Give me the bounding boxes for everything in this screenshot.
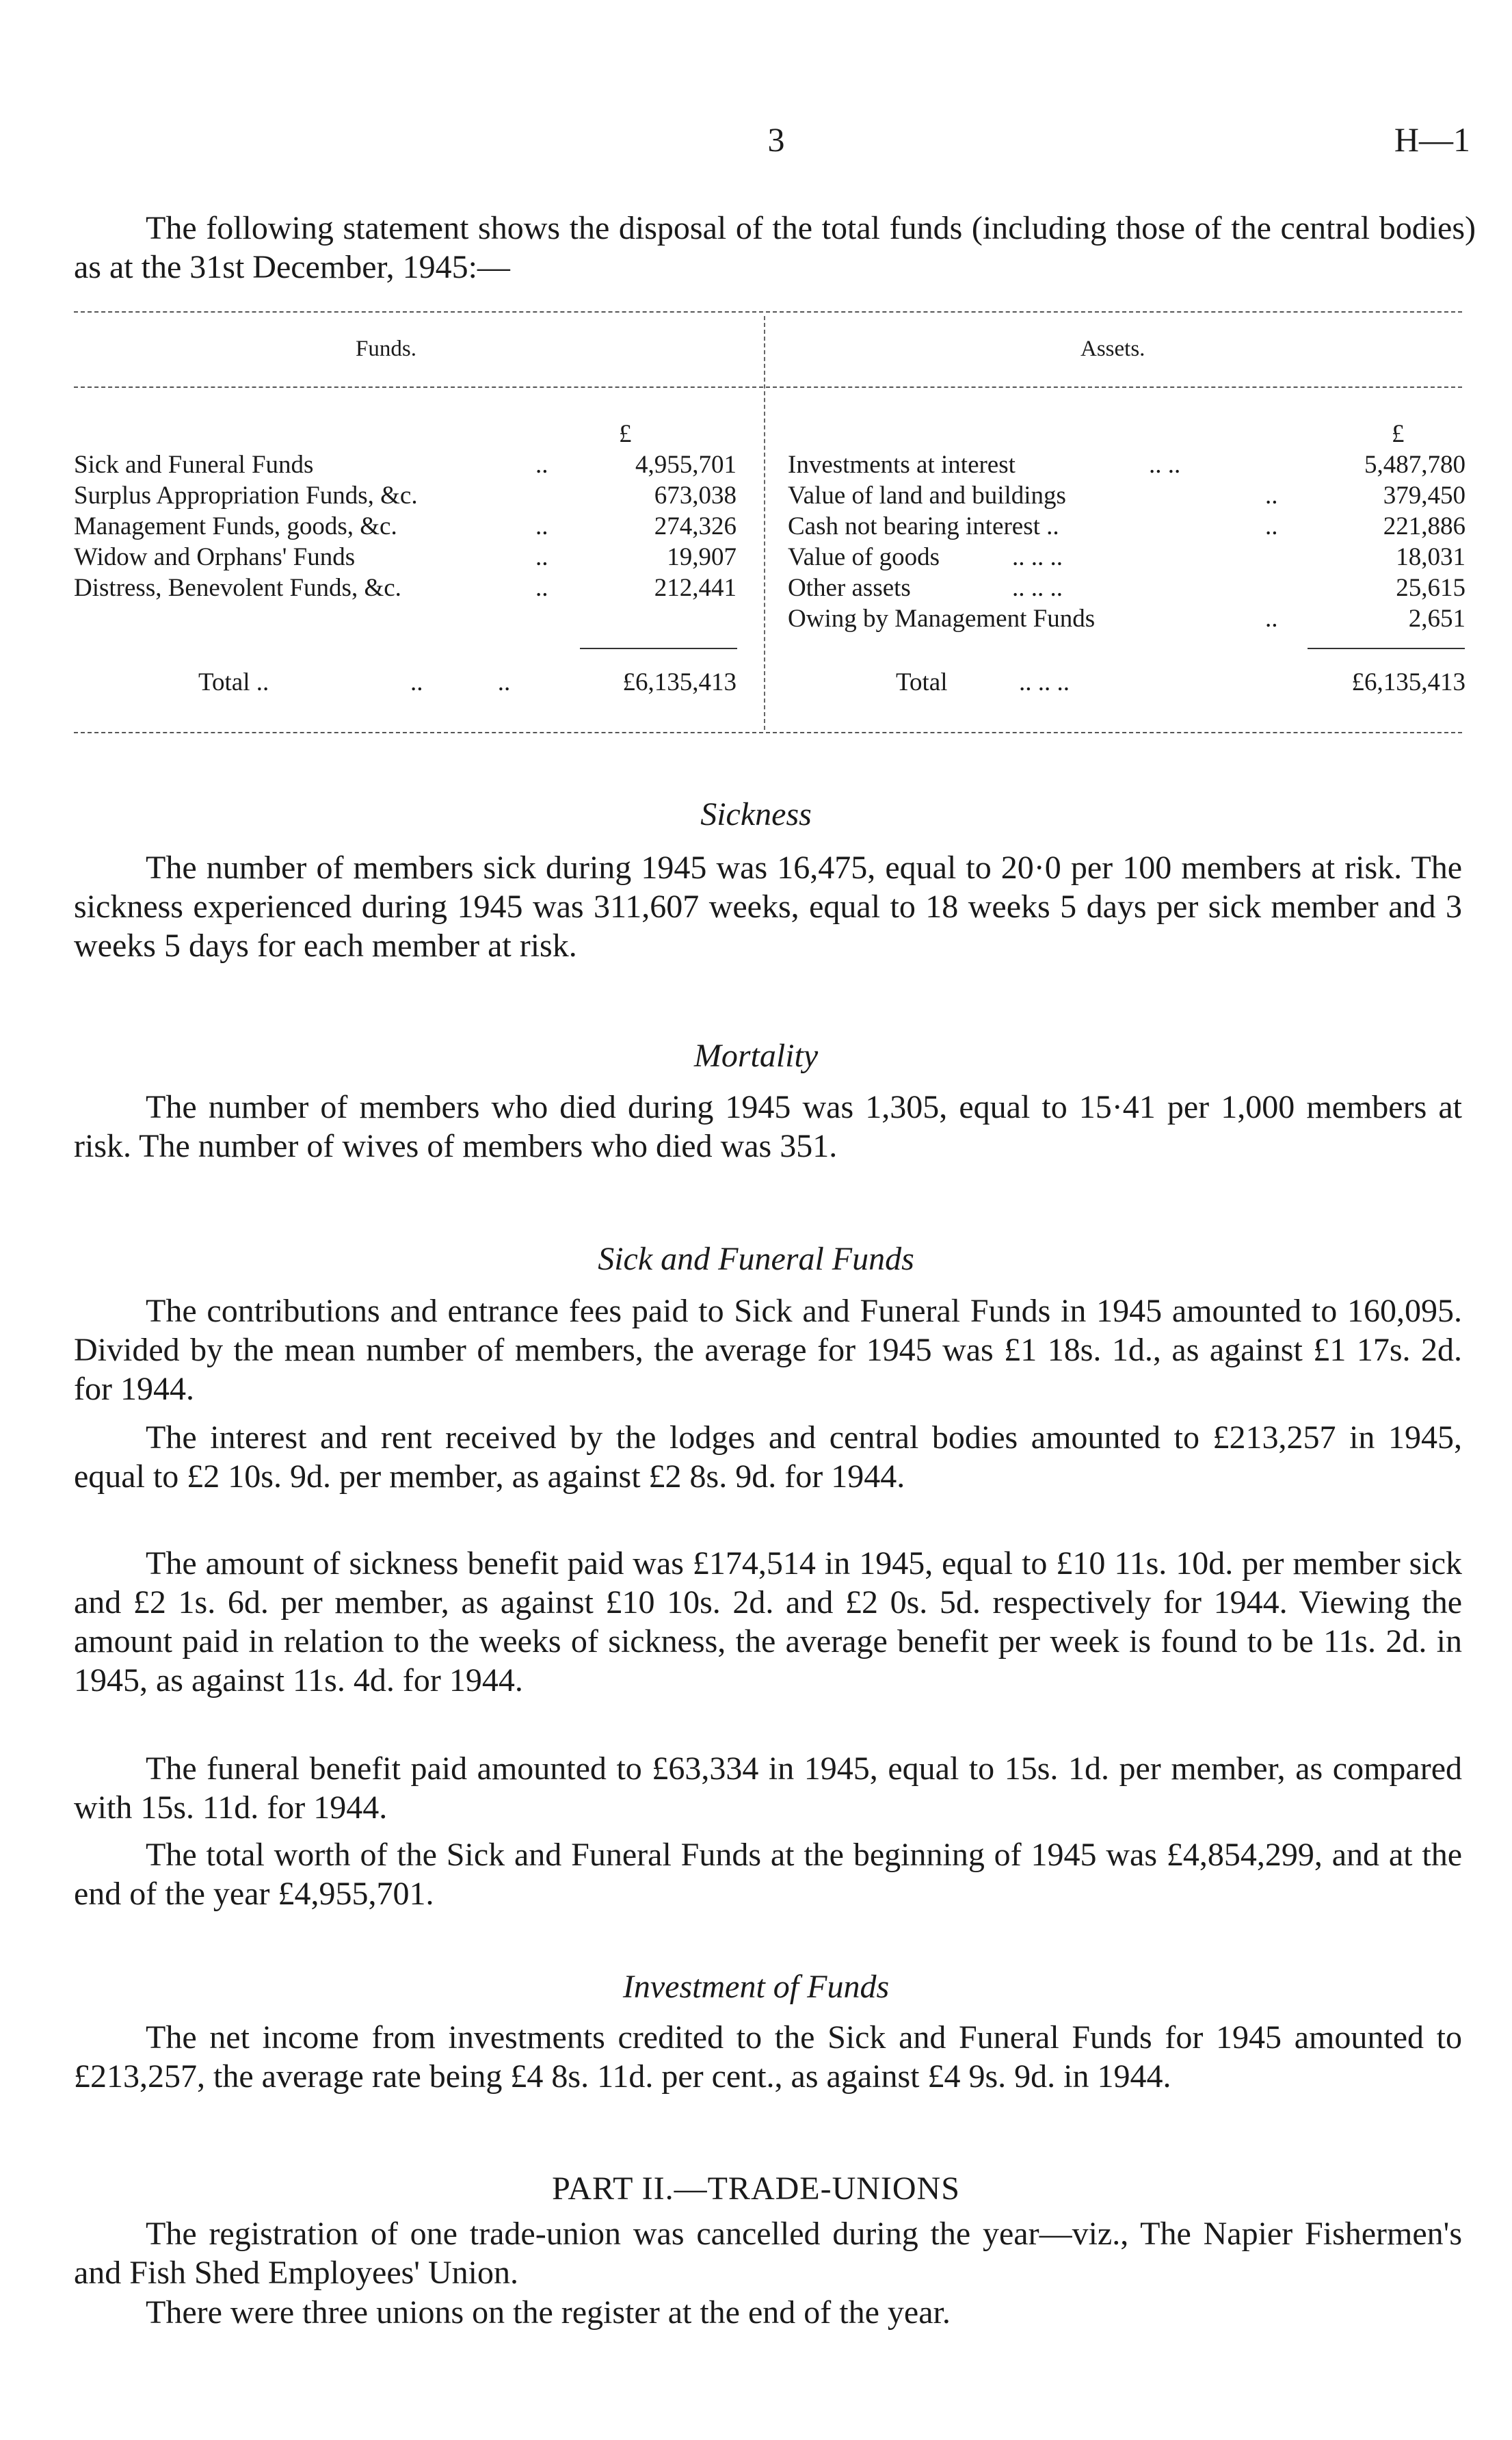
trade-unions-paragraph: The registration of one trade-union was cancelled during the year—viz., The Napier Fishermen's and Fish Shed Employees' Union.: [74, 2216, 1462, 2291]
funds-row-value: 4,955,701: [635, 451, 737, 479]
funds-row-value: 212,441: [654, 574, 737, 602]
table-header-rule: [74, 386, 1462, 388]
funds-row-label: Sick and Funeral Funds: [74, 451, 314, 479]
assets-currency-symbol: £: [1392, 420, 1405, 448]
sick-funeral-paragraph: The interest and rent received by the lodges and central bodies amounted to £213,257 in 1945, equal to £2 10s. 9d. per member, as against £2 8s. 9d. for 1944.: [74, 1419, 1462, 1495]
assets-row-value: 18,031: [1396, 543, 1465, 571]
funds-row-leader: ..: [535, 574, 548, 602]
assets-row-label: Value of goods: [788, 543, 940, 571]
mortality-heading: Mortality: [693, 1038, 819, 1074]
trade-unions-paragraph: There were three unions on the register at the end of the year.: [146, 2294, 951, 2331]
assets-row-label: Value of land and buildings: [788, 482, 1066, 510]
funds-row-value: 19,907: [667, 543, 737, 571]
assets-total-value: £6,135,413: [1351, 668, 1465, 696]
assets-total-leader: .. .. ..: [1019, 668, 1070, 696]
assets-row-leader: ..: [1265, 482, 1278, 510]
assets-row-value: 2,651: [1408, 605, 1465, 633]
assets-column-header: Assets.: [1080, 337, 1145, 361]
assets-row-label: Owing by Management Funds: [788, 605, 1096, 633]
funds-total-rule: [580, 648, 737, 649]
funds-row-label: Management Funds, goods, &c.: [74, 512, 397, 540]
funds-total-label: Total ..: [198, 668, 269, 696]
sick-funeral-paragraph: The contributions and entrance fees paid to Sick and Funeral Funds in 1945 amounted to 160,095. Divided by the mean number of members, the average for 1945 was £1 18s. 1d., as against £1 17s. 2d. for 1944.: [74, 1293, 1462, 1407]
funds-row-leader: ..: [535, 543, 548, 571]
assets-row-leader: ..: [1265, 512, 1278, 540]
funds-row-leader: ..: [535, 512, 548, 540]
sickness-paragraph: The number of members sick during 1945 was 16,475, equal to 20·0 per 100 members at risk. The sickness experienced during 1945 was 311,607 weeks, equal to 18 weeks 5 days per sick member and 3 weeks 5 days for each member at risk.: [74, 850, 1462, 964]
sickness-heading: Sickness: [700, 796, 812, 832]
investment-heading: Investment of Funds: [622, 1969, 890, 2005]
funds-row-value: 673,038: [654, 482, 737, 510]
assets-row-label: Investments at interest: [788, 451, 1016, 479]
assets-row-leader: .. .. ..: [1012, 574, 1063, 602]
document-code: H—1: [1394, 120, 1470, 159]
sick-funeral-paragraph: The funeral benefit paid amounted to £63,334 in 1945, equal to 15s. 1d. per member, as compared with 15s. 11d. for 1944.: [74, 1750, 1462, 1826]
table-top-rule: [74, 311, 1462, 313]
assets-row-value: 5,487,780: [1364, 451, 1465, 479]
sick-funeral-heading: Sick and Funeral Funds: [598, 1241, 914, 1277]
assets-row-value: 221,886: [1383, 512, 1465, 540]
table-column-divider: [764, 316, 765, 730]
mortality-paragraph: The number of members who died during 1945 was 1,305, equal to 15·41 per 1,000 members at risk. The number of wives of members who died was 351.: [74, 1089, 1462, 1164]
assets-row-leader: .. ..: [1149, 451, 1181, 479]
funds-row-leader: ..: [535, 451, 548, 479]
funds-row-value: 274,326: [654, 512, 737, 540]
assets-row-leader: ..: [1265, 605, 1278, 633]
funds-row-label: Surplus Appropriation Funds, &c.: [74, 482, 418, 510]
funds-currency-symbol: £: [619, 420, 632, 448]
funds-row-label: Distress, Benevolent Funds, &c.: [74, 574, 401, 602]
assets-total-label: Total: [896, 668, 948, 696]
investment-paragraph: The net income from investments credited to the Sick and Funeral Funds for 1945 amounted to £213,257, the average rate being £4 8s. 11d. per cent., as against £4 9s. 9d. in 1944.: [74, 2019, 1462, 2095]
sick-funeral-paragraph: The total worth of the Sick and Funeral Funds at the beginning of 1945 was £4,854,299, and at the end of the year £4,955,701.: [74, 1837, 1462, 1912]
assets-row-label: Cash not bearing interest ..: [788, 512, 1059, 540]
table-bottom-rule: [74, 732, 1462, 733]
funds-total-value: £6,135,413: [622, 668, 737, 696]
intro-paragraph: The following statement shows the disposal of the total funds (including those of the central bodies) as at the 31st December, 1945:—: [74, 210, 1476, 285]
funds-column-header: Funds.: [356, 337, 416, 361]
assets-row-value: 379,450: [1383, 482, 1465, 510]
assets-row-value: 25,615: [1396, 574, 1465, 602]
page-number: 3: [767, 120, 785, 159]
assets-row-label: Other assets: [788, 574, 911, 602]
funds-row-label: Widow and Orphans' Funds: [74, 543, 356, 571]
assets-total-rule: [1308, 648, 1465, 649]
part-two-heading: PART II.—TRADE-UNIONS: [552, 2170, 960, 2207]
funds-total-leader: .. ..: [410, 668, 511, 696]
assets-row-leader: .. .. ..: [1012, 543, 1063, 571]
sick-funeral-paragraph: The amount of sickness benefit paid was £174,514 in 1945, equal to £10 11s. 10d. per member sick and £2 1s. 6d. per member, as against £10 10s. 2d. and £2 0s. 5d. respectively for 1944. Viewing the amount paid in relation to the weeks of sickness, the average benefit per week is found to be 11s. 2d. in 1945, as against 11s. 4d. for 1944.: [74, 1545, 1462, 1698]
